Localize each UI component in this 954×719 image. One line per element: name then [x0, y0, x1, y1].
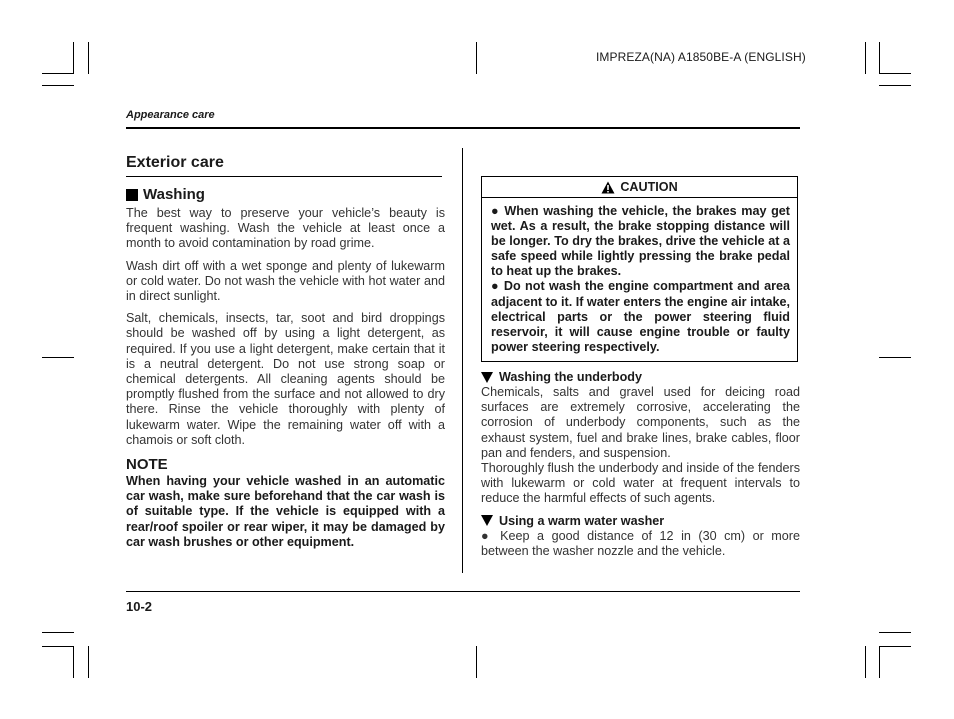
footer-rule — [126, 591, 800, 592]
washing-title: Washing — [143, 186, 205, 203]
document-id: IMPREZA(NA) A1850BE-A (ENGLISH) — [596, 50, 806, 64]
crop-mark — [73, 646, 74, 678]
crop-mark — [865, 646, 866, 678]
caution-box — [481, 176, 798, 362]
crop-mark — [88, 646, 89, 678]
caution-header — [482, 177, 797, 198]
paragraph: Salt, chemicals, insects, tar, soot and bird droppings should be washed off by using a light detergent, as required. If you use a light detergent, make certain that it is a neutral detergent. Do not use strong soap or chemical detergents. All cleaning agents should be promptly flushed from the surface and not allowed to dry there. Rinse the vehicle thoroughly with plenty of lukewarm water. Wipe the remaining water off with a chamois or soft cloth. — [126, 311, 445, 447]
crop-mark — [476, 646, 477, 678]
note-title: NOTE — [126, 456, 168, 474]
crop-mark — [879, 73, 911, 74]
crop-mark — [73, 42, 74, 74]
crop-mark — [879, 357, 911, 358]
crop-mark — [42, 357, 74, 358]
crop-mark — [879, 646, 911, 647]
running-head: Appearance care — [126, 109, 215, 121]
triangle-down-icon — [481, 515, 493, 526]
left-column — [126, 152, 445, 550]
paragraph: The best way to preserve your vehicle’s beauty is frequent washing. Wash the vehicle at least once a month to avoid contamination by road grime. — [126, 206, 445, 251]
crop-mark — [42, 632, 74, 633]
paragraph: Chemicals, salts and gravel used for deicing road surfaces are extremely corrosive, accelerating the corrosion of underbody components, such as the exhaust system, fuel and brake lines, brake cables, floor pan and fenders, and suspension. — [481, 385, 800, 460]
crop-mark — [476, 42, 477, 74]
crop-mark — [42, 73, 74, 74]
warning-triangle-icon — [601, 181, 615, 194]
crop-mark — [42, 646, 74, 647]
square-bullet-icon — [126, 189, 138, 201]
crop-mark — [42, 85, 74, 86]
crop-mark — [879, 42, 880, 74]
warm-washer-title: Using a warm water washer — [499, 513, 665, 528]
crop-mark — [879, 632, 911, 633]
right-column — [481, 369, 800, 559]
crop-mark — [88, 42, 89, 74]
paragraph: ● Keep a good distance of 12 in (30 cm) or more between the washer nozzle and the vehicle. — [481, 528, 800, 558]
caution-item: ● When washing the vehicle, the brakes may get wet. As a result, the brake stopping distance will be longer. To dry the brakes, drive the vehicle at a safe speed while lightly pressing the brake pedal to heat up the brakes. — [491, 204, 790, 279]
caution-item: ● Do not wash the engine compartment and area adjacent to it. If water enters the engine air intake, electrical parts or the power steering fluid reservoir, it will cause engine trouble or faulty power steering respectively. — [491, 279, 790, 354]
page-number: 10-2 — [126, 599, 153, 614]
section-title: Exterior care — [126, 154, 224, 171]
column-divider — [462, 148, 463, 573]
paragraph: Thoroughly flush the underbody and inside of the fenders with lukewarm or cold water at frequent intervals to reduce the harmful effects of such agents. — [481, 461, 800, 506]
underbody-heading — [481, 369, 800, 385]
triangle-down-icon — [481, 372, 493, 383]
section-rule — [126, 176, 442, 177]
crop-mark — [879, 85, 911, 86]
header-rule — [126, 127, 800, 129]
caution-title: CAUTION — [620, 180, 678, 194]
paragraph: Wash dirt off with a wet sponge and plenty of lukewarm or cold water. Do not wash the vehicle with hot water and in direct sunlight. — [126, 258, 445, 304]
warm-washer-heading — [481, 513, 800, 529]
crop-mark — [879, 646, 880, 678]
crop-mark — [865, 42, 866, 74]
washing-heading — [126, 185, 445, 205]
note-text: When having your vehicle washed in an automatic car wash, make sure beforehand that the car wash is of suitable type. If the vehicle is equipped with a rear/roof spoiler or rear wiper, it may be damaged by car wash brushes or other equipment. — [126, 474, 445, 549]
underbody-title: Washing the underbody — [499, 370, 642, 384]
caution-body — [482, 198, 797, 355]
